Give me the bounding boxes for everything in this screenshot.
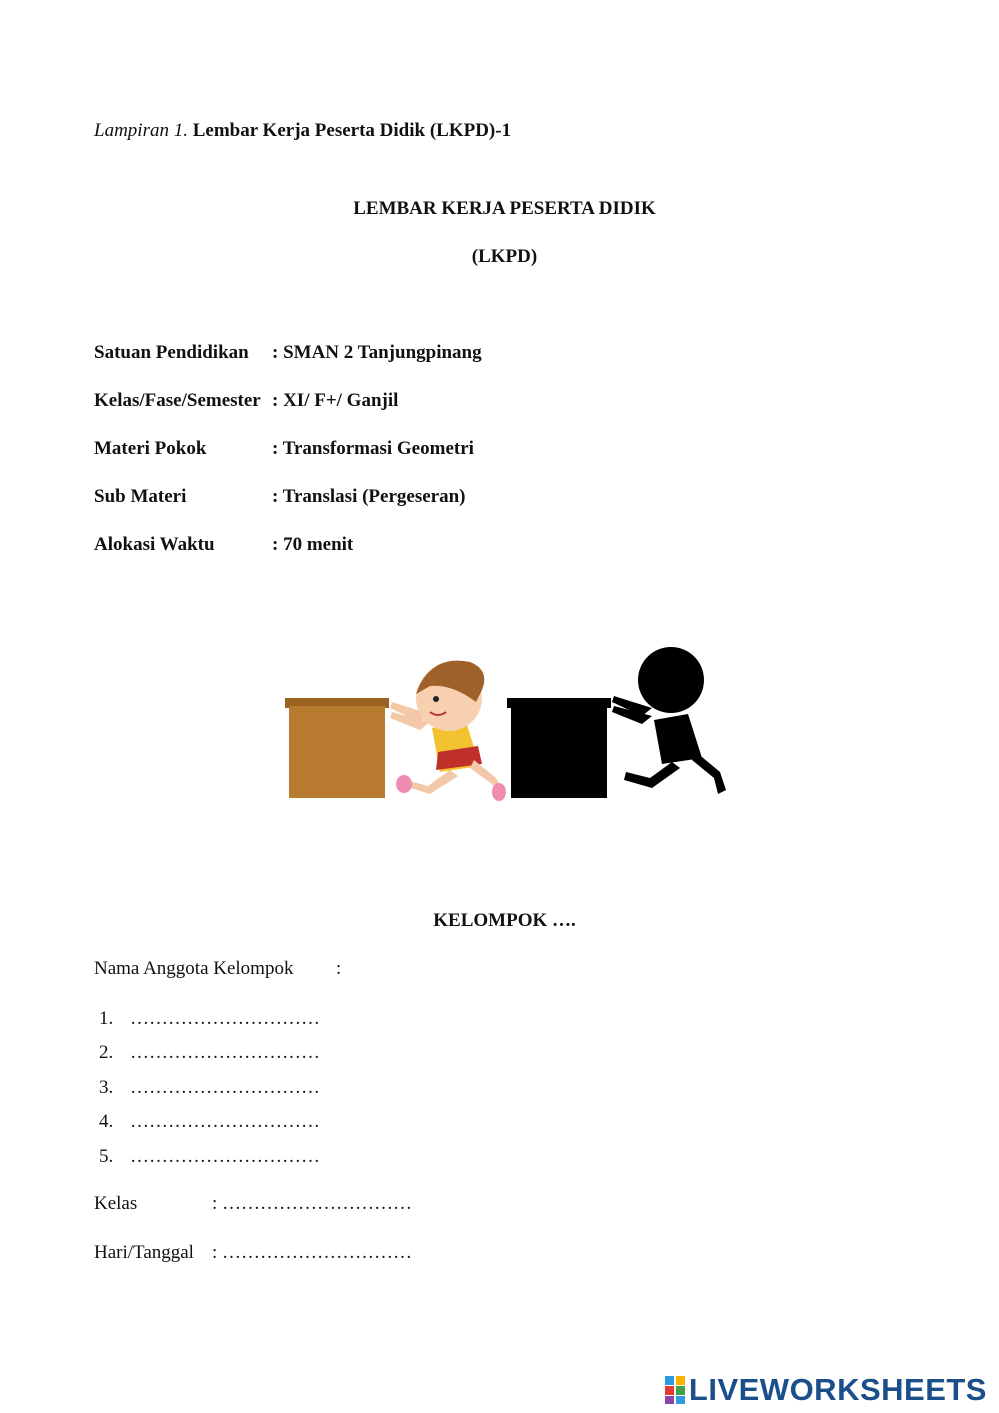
- info-value: : 70 menit: [272, 534, 354, 555]
- lampiran-heading: [94, 120, 511, 142]
- tanggal-blank[interactable]: : …………………………: [212, 1242, 413, 1263]
- box-original: [285, 698, 389, 798]
- member-item[interactable]: [99, 1008, 320, 1030]
- tanggal-label: Hari/Tanggal: [94, 1242, 194, 1263]
- liveworksheets-brand[interactable]: [665, 1372, 987, 1408]
- members-colon: :: [336, 958, 342, 979]
- info-row-materi: [94, 438, 474, 460]
- member-blank[interactable]: …………………………: [130, 1008, 320, 1029]
- member-item[interactable]: [99, 1146, 320, 1168]
- translation-illustration: [280, 640, 740, 810]
- info-label: Kelas/Fase/Semester: [94, 390, 261, 411]
- member-blank[interactable]: …………………………: [130, 1042, 320, 1063]
- info-row-satuan: [94, 342, 482, 364]
- boy-shadow-copy: [612, 647, 726, 794]
- tanggal-row: [94, 1242, 412, 1264]
- group-heading: KELOMPOK ….: [433, 910, 576, 931]
- worksheet-subtitle: (LKPD): [471, 246, 538, 267]
- info-row-sub-materi: [94, 486, 465, 508]
- members-label: Nama Anggota Kelompok: [94, 958, 294, 979]
- member-number: 1.: [99, 1008, 114, 1029]
- member-blank[interactable]: …………………………: [130, 1146, 320, 1167]
- member-item[interactable]: [99, 1077, 320, 1099]
- boy-original: [390, 661, 506, 801]
- kelas-blank[interactable]: : …………………………: [212, 1193, 413, 1214]
- info-value: : SMAN 2 Tanjungpinang: [272, 342, 482, 363]
- kelas-row: [94, 1193, 412, 1215]
- info-value: : Transformasi Geometri: [272, 438, 474, 459]
- member-blank[interactable]: …………………………: [130, 1111, 320, 1132]
- member-item[interactable]: [99, 1111, 320, 1133]
- lampiran-title: Lembar Kerja Peserta Didik (LKPD)-1: [187, 120, 512, 141]
- info-label: Alokasi Waktu: [94, 534, 215, 555]
- kelas-label: Kelas: [94, 1193, 138, 1214]
- info-label: Materi Pokok: [94, 438, 207, 459]
- member-number: 3.: [99, 1077, 114, 1098]
- info-value: : Translasi (Pergeseran): [272, 486, 466, 507]
- members-label-row: [94, 958, 341, 980]
- member-blank[interactable]: …………………………: [130, 1077, 320, 1098]
- lampiran-italic: Lampiran 1.: [94, 120, 188, 141]
- info-row-kelas: [94, 390, 398, 412]
- liveworksheets-logo-icon: [665, 1376, 685, 1404]
- info-label: Sub Materi: [94, 486, 187, 507]
- member-number: 4.: [99, 1111, 114, 1132]
- member-item[interactable]: [99, 1042, 320, 1064]
- box-shadow-copy: [507, 698, 611, 798]
- worksheet-title: LEMBAR KERJA PESERTA DIDIK: [353, 198, 656, 219]
- info-label: Satuan Pendidikan: [94, 342, 249, 363]
- member-number: 5.: [99, 1146, 114, 1167]
- info-row-alokasi: [94, 534, 353, 556]
- brand-text: LIVEWORKSHEETS: [688, 1372, 987, 1407]
- member-number: 2.: [99, 1042, 114, 1063]
- info-value: : XI/ F+/ Ganjil: [272, 390, 399, 411]
